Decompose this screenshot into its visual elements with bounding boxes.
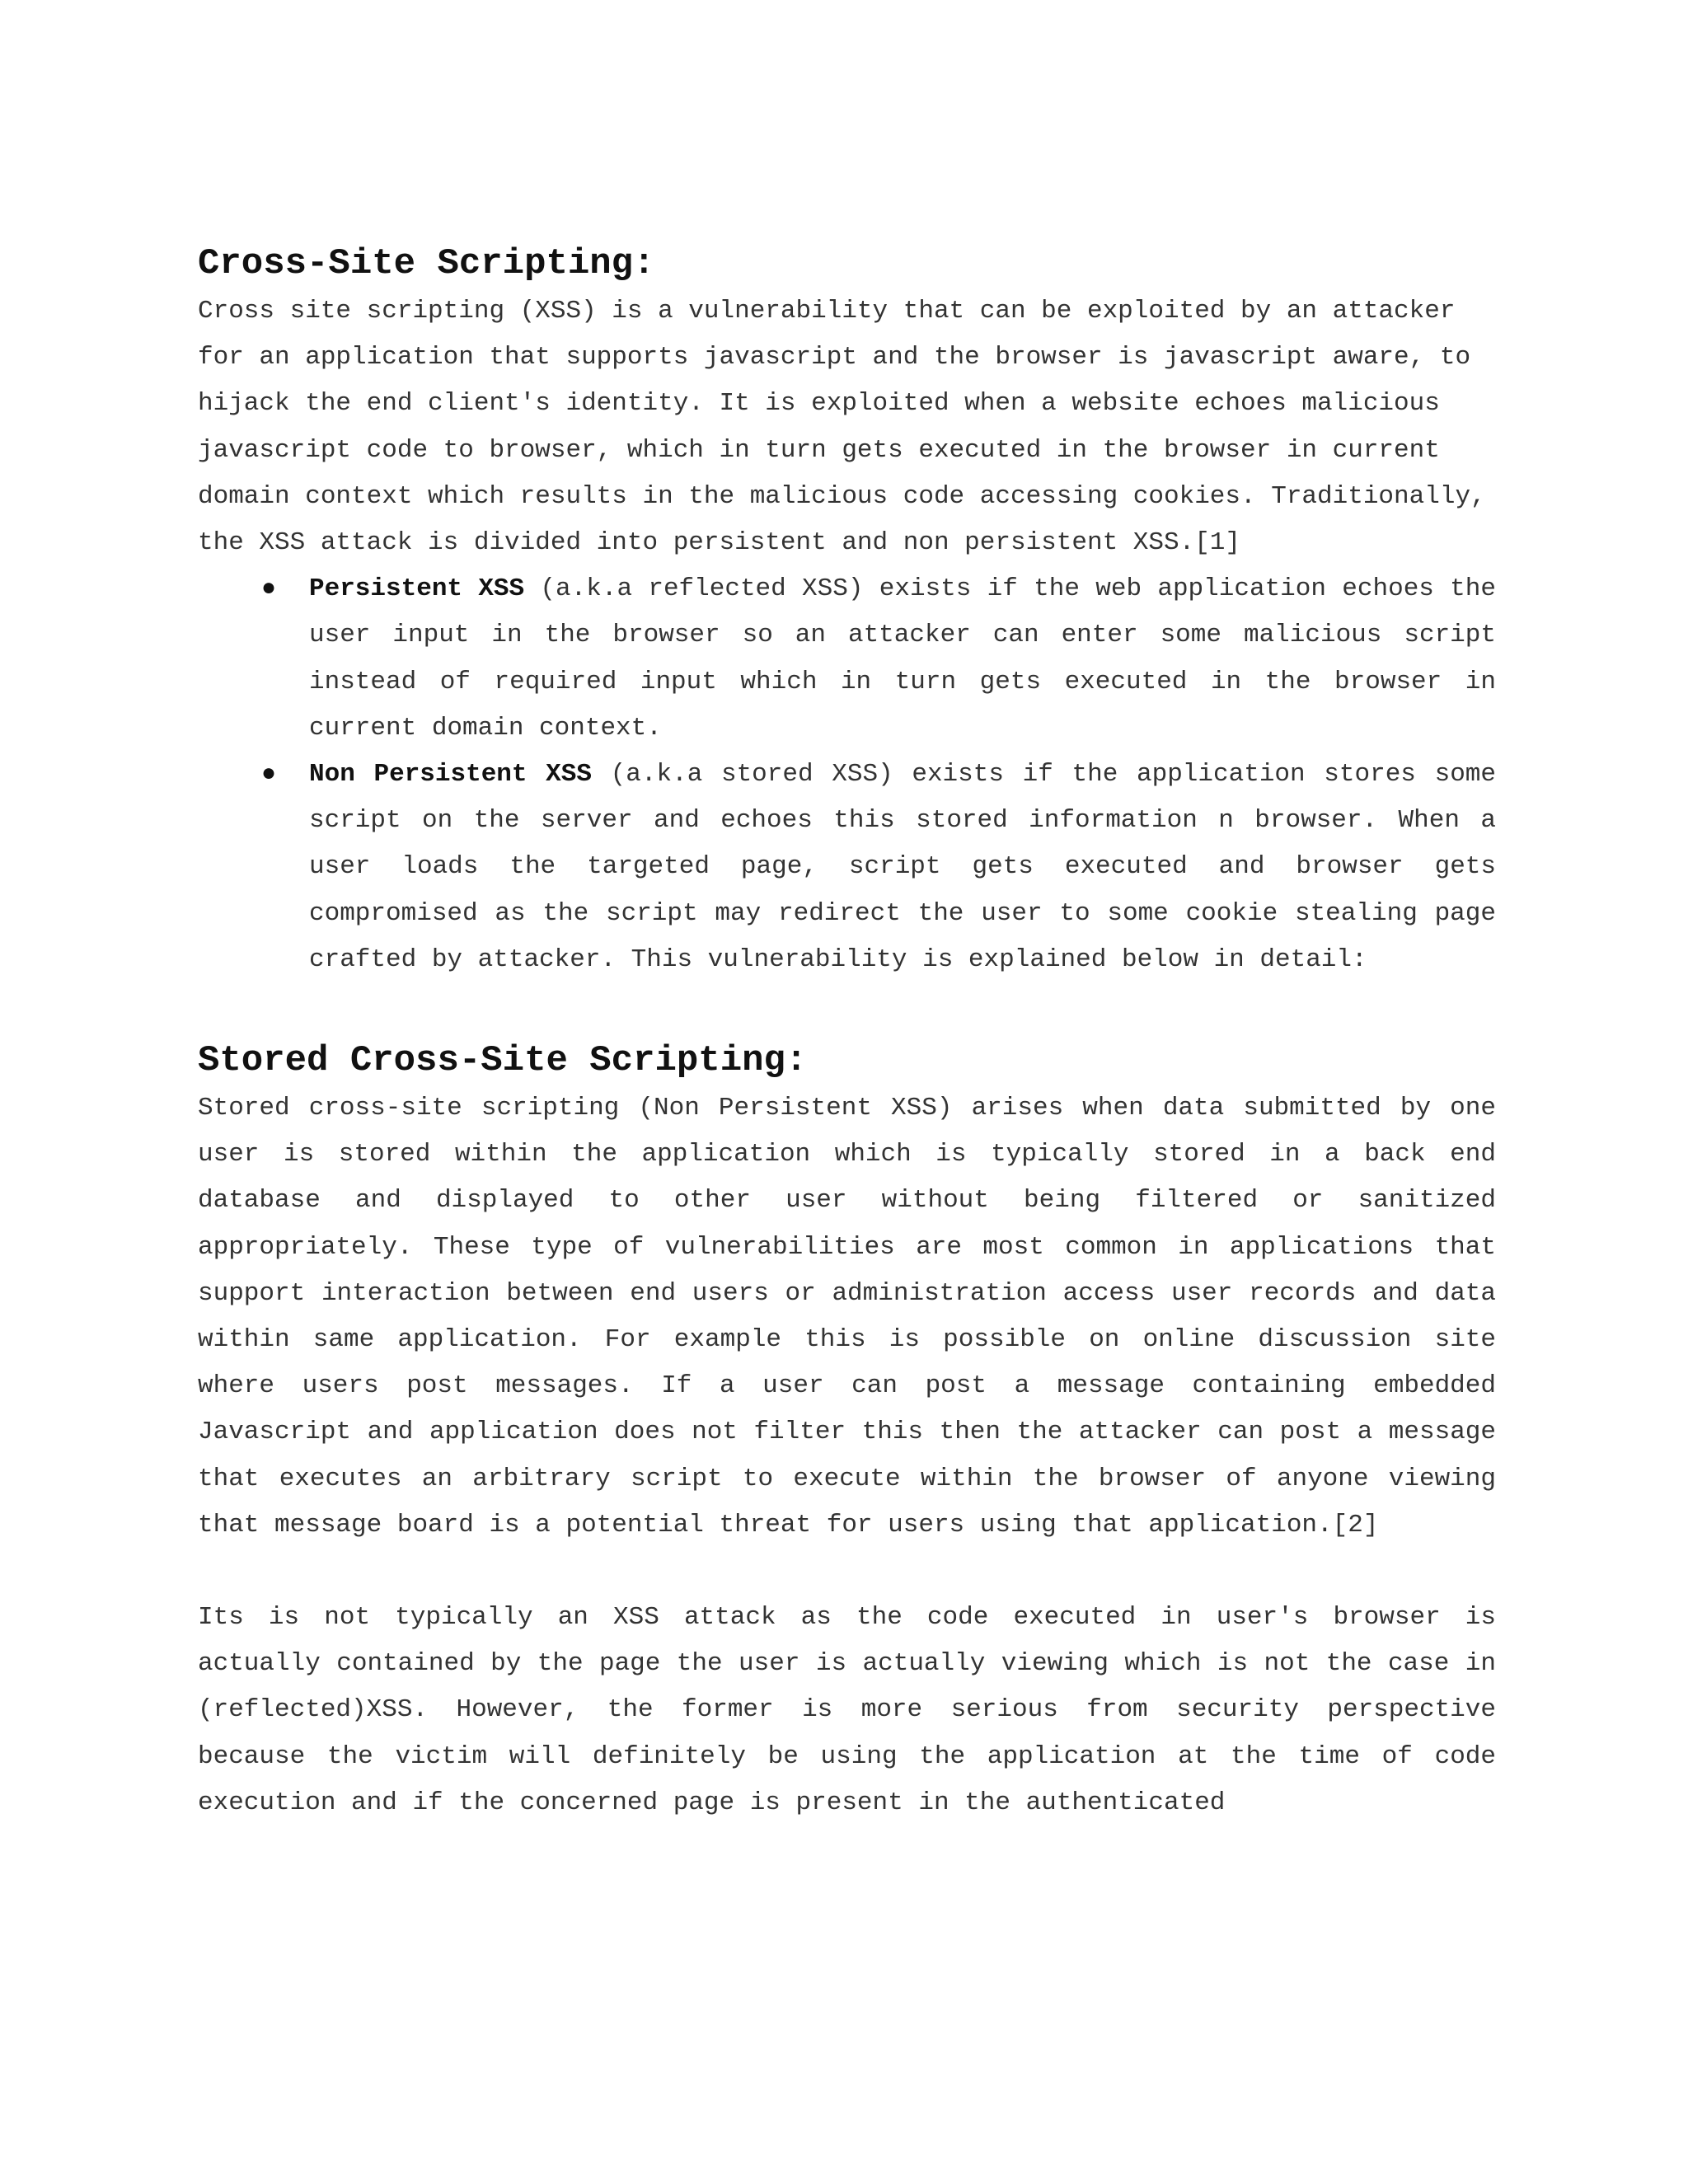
bullet-icon: ● xyxy=(261,575,277,604)
bullet-icon: ● xyxy=(261,761,277,790)
document-page xyxy=(198,239,1496,1826)
term-persistent-xss: Persistent XSS xyxy=(309,574,525,604)
section-heading-stored-xss: Stored Cross-Site Scripting: xyxy=(198,1040,808,1082)
stored-xss-paragraph-1: Stored cross-site scripting (Non Persistent XSS) arises when data submitted by one user is stored within the application which is typically stored in a back end database and displayed to other user without being filtered or sanitized appropriately. These type of vulnerabilities are most common in applications that support interaction between end users or administration access user records and data within same application. For example this is possible on online discussion site where users post messages. If a user can post a message containing embedded Javascript and application does not filter this then the attacker can post a message that executes an arbitrary script to execute within the browser of anyone viewing that message board is a potential threat for users using that application.[2] xyxy=(198,1094,1496,1540)
definition-non-persistent-xss: (a.k.a stored XSS) exists if the application stores some script on the server and echoes this stored information n browser. When a user loads the targeted page, script gets executed and browser gets compromised as the script may redirect the user to some cookie stealing page crafted by attacker. This vulnerability is explained below in detail: xyxy=(309,760,1496,974)
definition-persistent-xss: (a.k.a reflected XSS) exists if the web application echoes the user input in the browser so an attacker can enter some malicious script instead of required input which in turn gets executed in the browser in current domain context. xyxy=(309,574,1496,743)
section-heading-xss: Cross-Site Scripting: xyxy=(198,243,655,284)
term-non-persistent-xss: Non Persistent XSS xyxy=(309,760,592,790)
stored-xss-paragraph-2: Its is not typically an XSS attack as the code executed in user's browser is actually contained by the page the user is actually viewing which is not the case in (reflected)XSS. However, the former is more serious from security perspective because the victim will definitely be using the application at the time of code execution and if the concerned page is present in the authenticated xyxy=(198,1603,1496,1817)
list-item-persistent-xss xyxy=(261,566,1496,752)
xss-intro-paragraph: Cross site scripting (XSS) is a vulnerability that can be exploited by an attacker for an application that supports javascript and the browser is javascript aware, to hijack the end client's identity. It is exploited when a website echoes malicious javascript code to browser, which in turn gets executed in the browser in current domain context which results in the malicious code accessing cookies. Traditionally, the XSS attack is divided into persistent and non persistent XSS.[1] xyxy=(198,297,1486,558)
list-item-non-persistent-xss xyxy=(261,752,1496,983)
xss-types-list xyxy=(198,566,1496,983)
